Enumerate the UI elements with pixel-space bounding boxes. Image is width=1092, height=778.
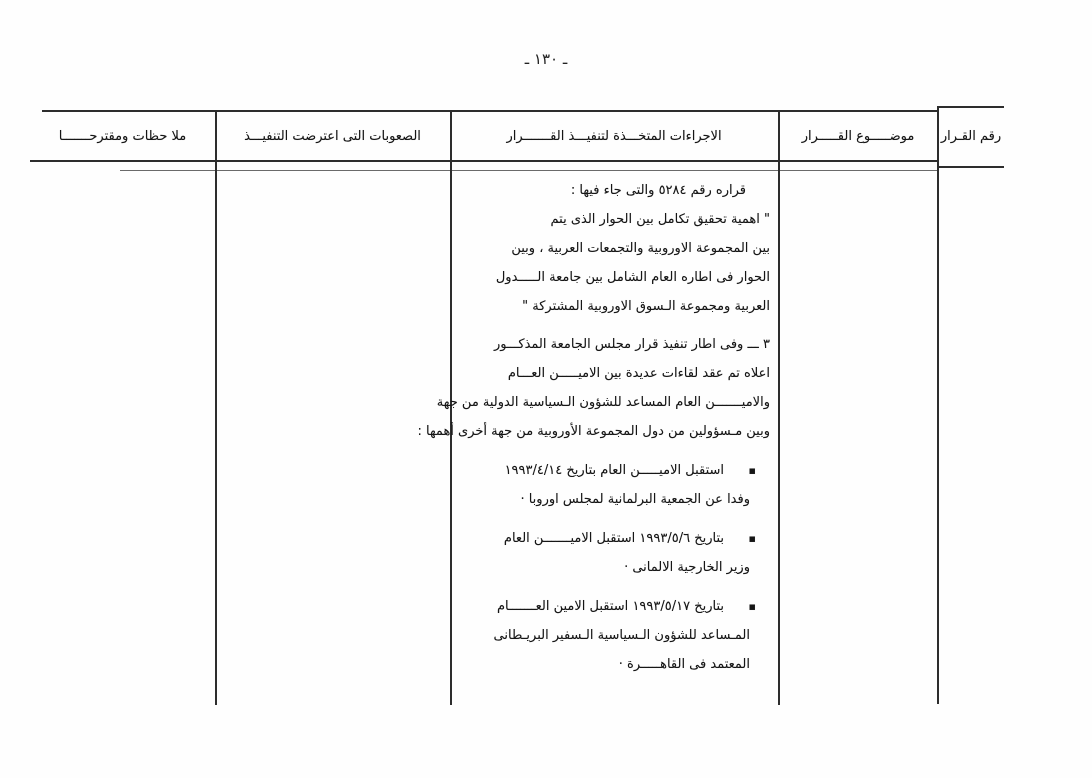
text-line: بتاريخ ١٩٩٣/٥/١٧ استقبل الامين العـــــــام [496,599,724,614]
text-line: بين المجموعة الاوروبية والتجمعات العربية ، وبين [511,241,770,256]
column-divider-actions-subject [778,111,780,705]
text-line: وفدا عن الجمعية البرلمانية لمجلس اوروبا · [520,492,750,507]
text-line: الحوار فى اطاره العام الشامل بين جامعة الـــــدول [495,270,770,285]
bullet-square-icon: ▪ [748,464,756,477]
bullet-square-icon: ▪ [748,600,756,613]
text-line: المـساعد للشؤون الـسياسية الـسفير البريـطانى [493,628,750,643]
header-bottom-border-number-col [938,166,1004,168]
text-line: ٣ ـــ وفى اطار تنفيذ قرار مجلس الجامعة المذكـــور [493,337,770,352]
text-line: قراره رقم ٥٢٨٤ والتى جاء فيها : [570,183,746,198]
column-header-difficulties: الصعوبات التى اعترضت التنفيـــذ [244,128,421,144]
text-line: " اهمية تحقيق تكامل بين الحوار الذى يتم [550,212,770,227]
text-line: وبين مـسؤولين من دول المجموعة الأوروبية من جهة أخرى أهمها : [417,424,770,439]
actions-paragraph-2 [417,330,776,446]
text-line: المعتمد فى القاهـــــرة · [618,657,750,672]
column-header-notes-suggestions: ملا حظات ومقترحـــــــا [58,128,187,144]
column-header-decision-number: رقم القـرار [940,128,1002,144]
table-top-border-number-col [938,106,1004,108]
column-divider-notes-difficulties [215,111,217,705]
bullet-item-meeting-3 [452,592,776,679]
text-line: بتاريخ ١٩٩٣/٥/٦ استقبل الاميـــــــن العام [503,531,724,546]
header-bottom-border [30,160,938,162]
header-bottom-border-shadow [120,170,938,171]
actions-taken-cell [417,176,776,679]
text-line: والاميـــــــن العام المساعد للشؤون الـسياسية الدولية من جهة [436,395,770,410]
page-number: ـ ١٣٠ ـ [524,50,568,68]
bullet-square-icon: ▪ [748,532,756,545]
column-header-actions-taken: الاجراءات المتخـــذة لتنفيـــذ القـــــــرار [506,128,722,144]
column-divider-subject-number [937,106,939,704]
text-line: استقبل الاميـــــن العام بتاريخ ١٩٩٣/٤/١٤ [504,463,724,478]
text-line: العربية ومجموعة الـسوق الاوروبية المشتركة " [522,299,770,314]
actions-paragraph-1 [452,176,776,321]
text-line: اعلاه تم عقد لقاءات عديدة بين الاميـــــن العـــام [507,366,770,381]
column-header-decision-subject: موضـــــوع القـــــرار [801,128,915,144]
bullet-item-meeting-2 [452,524,776,582]
bullet-item-meeting-1 [452,456,776,514]
text-line: وزير الخارجية الالمانى · [624,560,750,575]
